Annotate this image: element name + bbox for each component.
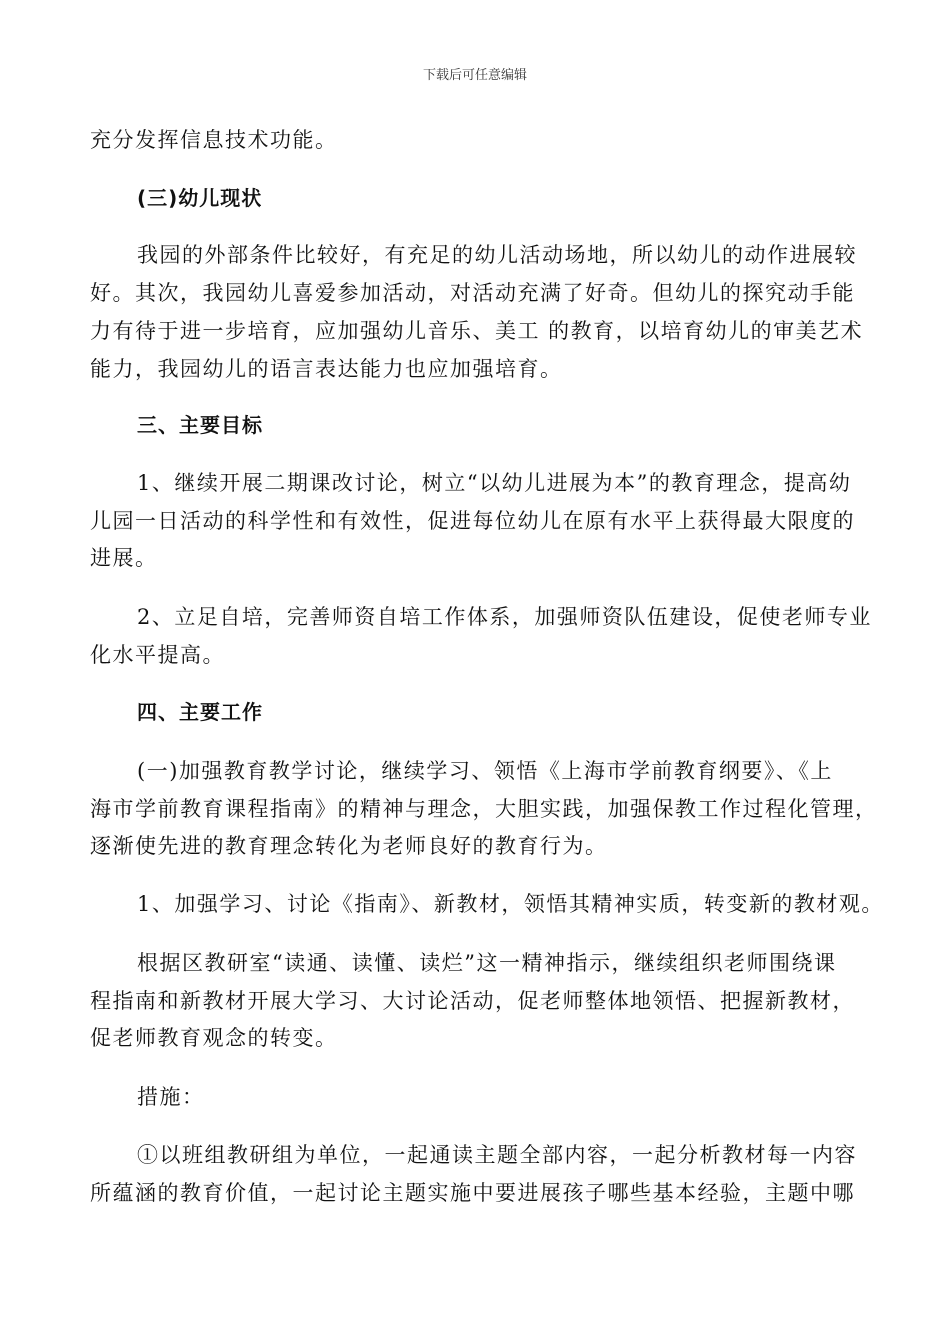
paragraph-line: (一)加强教育教学讨论，继续学习、领悟《上海市学前教育纲要》、《上 <box>137 759 833 783</box>
paragraph-line: 海市学前教育课程指南》的精神与理念，大胆实践，加强保教工作过程化管理， <box>90 797 878 821</box>
paragraph-line: 2、立足自培，完善师资自培工作体系，加强师资队伍建设，促使老师专业 <box>137 605 872 629</box>
section-heading: (三)幼儿现状 <box>137 186 263 210</box>
paragraph-line: 好。其次，我园幼儿喜爱参加活动，对活动充满了好奇。但幼儿的探究动手能 <box>90 281 855 305</box>
paragraph-line: 1、加强学习、讨论《指南》、新教材，领悟其精神实质，转变新的教材观。 <box>137 892 884 916</box>
paragraph-line: 所蕴涵的教育价值，一起讨论主题实施中要进展孩子哪些基本经验，主题中哪 <box>90 1181 855 1205</box>
paragraph-line: 根据区教研室“读通、读懂、读烂”这一精神指示，继续组织老师围绕课 <box>137 951 837 975</box>
paragraph-line: 化水平提高。 <box>90 643 225 667</box>
paragraph-line: 1、继续开展二期课改讨论，树立“以幼儿进展为本”的教育理念，提高幼 <box>137 471 852 495</box>
paragraph-line: 能力，我园幼儿的语言表达能力也应加强培育。 <box>90 357 563 381</box>
paragraph-line: 充分发挥信息技术功能。 <box>90 128 338 152</box>
page-header-note: 下载后可任意编辑 <box>422 68 527 83</box>
paragraph-line: 力有待于进一步培育，应加强幼儿音乐、美工 的教育，以培育幼儿的审美艺术 <box>90 319 864 343</box>
paragraph-line: 措施： <box>137 1085 205 1109</box>
paragraph-line: 促老师教育观念的转变。 <box>90 1026 338 1050</box>
paragraph-line: 我园的外部条件比较好，有充足的幼儿活动场地，所以幼儿的动作进展较 <box>137 243 857 267</box>
paragraph-line: 儿园一日活动的科学性和有效性，促进每位幼儿在原有水平上获得最大限度的 <box>90 509 855 533</box>
paragraph-line: 进展。 <box>90 546 158 570</box>
paragraph-line: ①以班组教研组为单位，一起通读主题全部内容，一起分析教材每一内容 <box>137 1143 857 1167</box>
section-heading: 四、主要工作 <box>137 700 263 724</box>
paragraph-line: 逐渐使先进的教育理念转化为老师良好的教育行为。 <box>90 834 608 858</box>
paragraph-line: 程指南和新教材开展大学习、大讨论活动，促老师整体地领悟、把握新教材， <box>90 989 855 1013</box>
section-heading: 三、主要目标 <box>137 413 263 437</box>
